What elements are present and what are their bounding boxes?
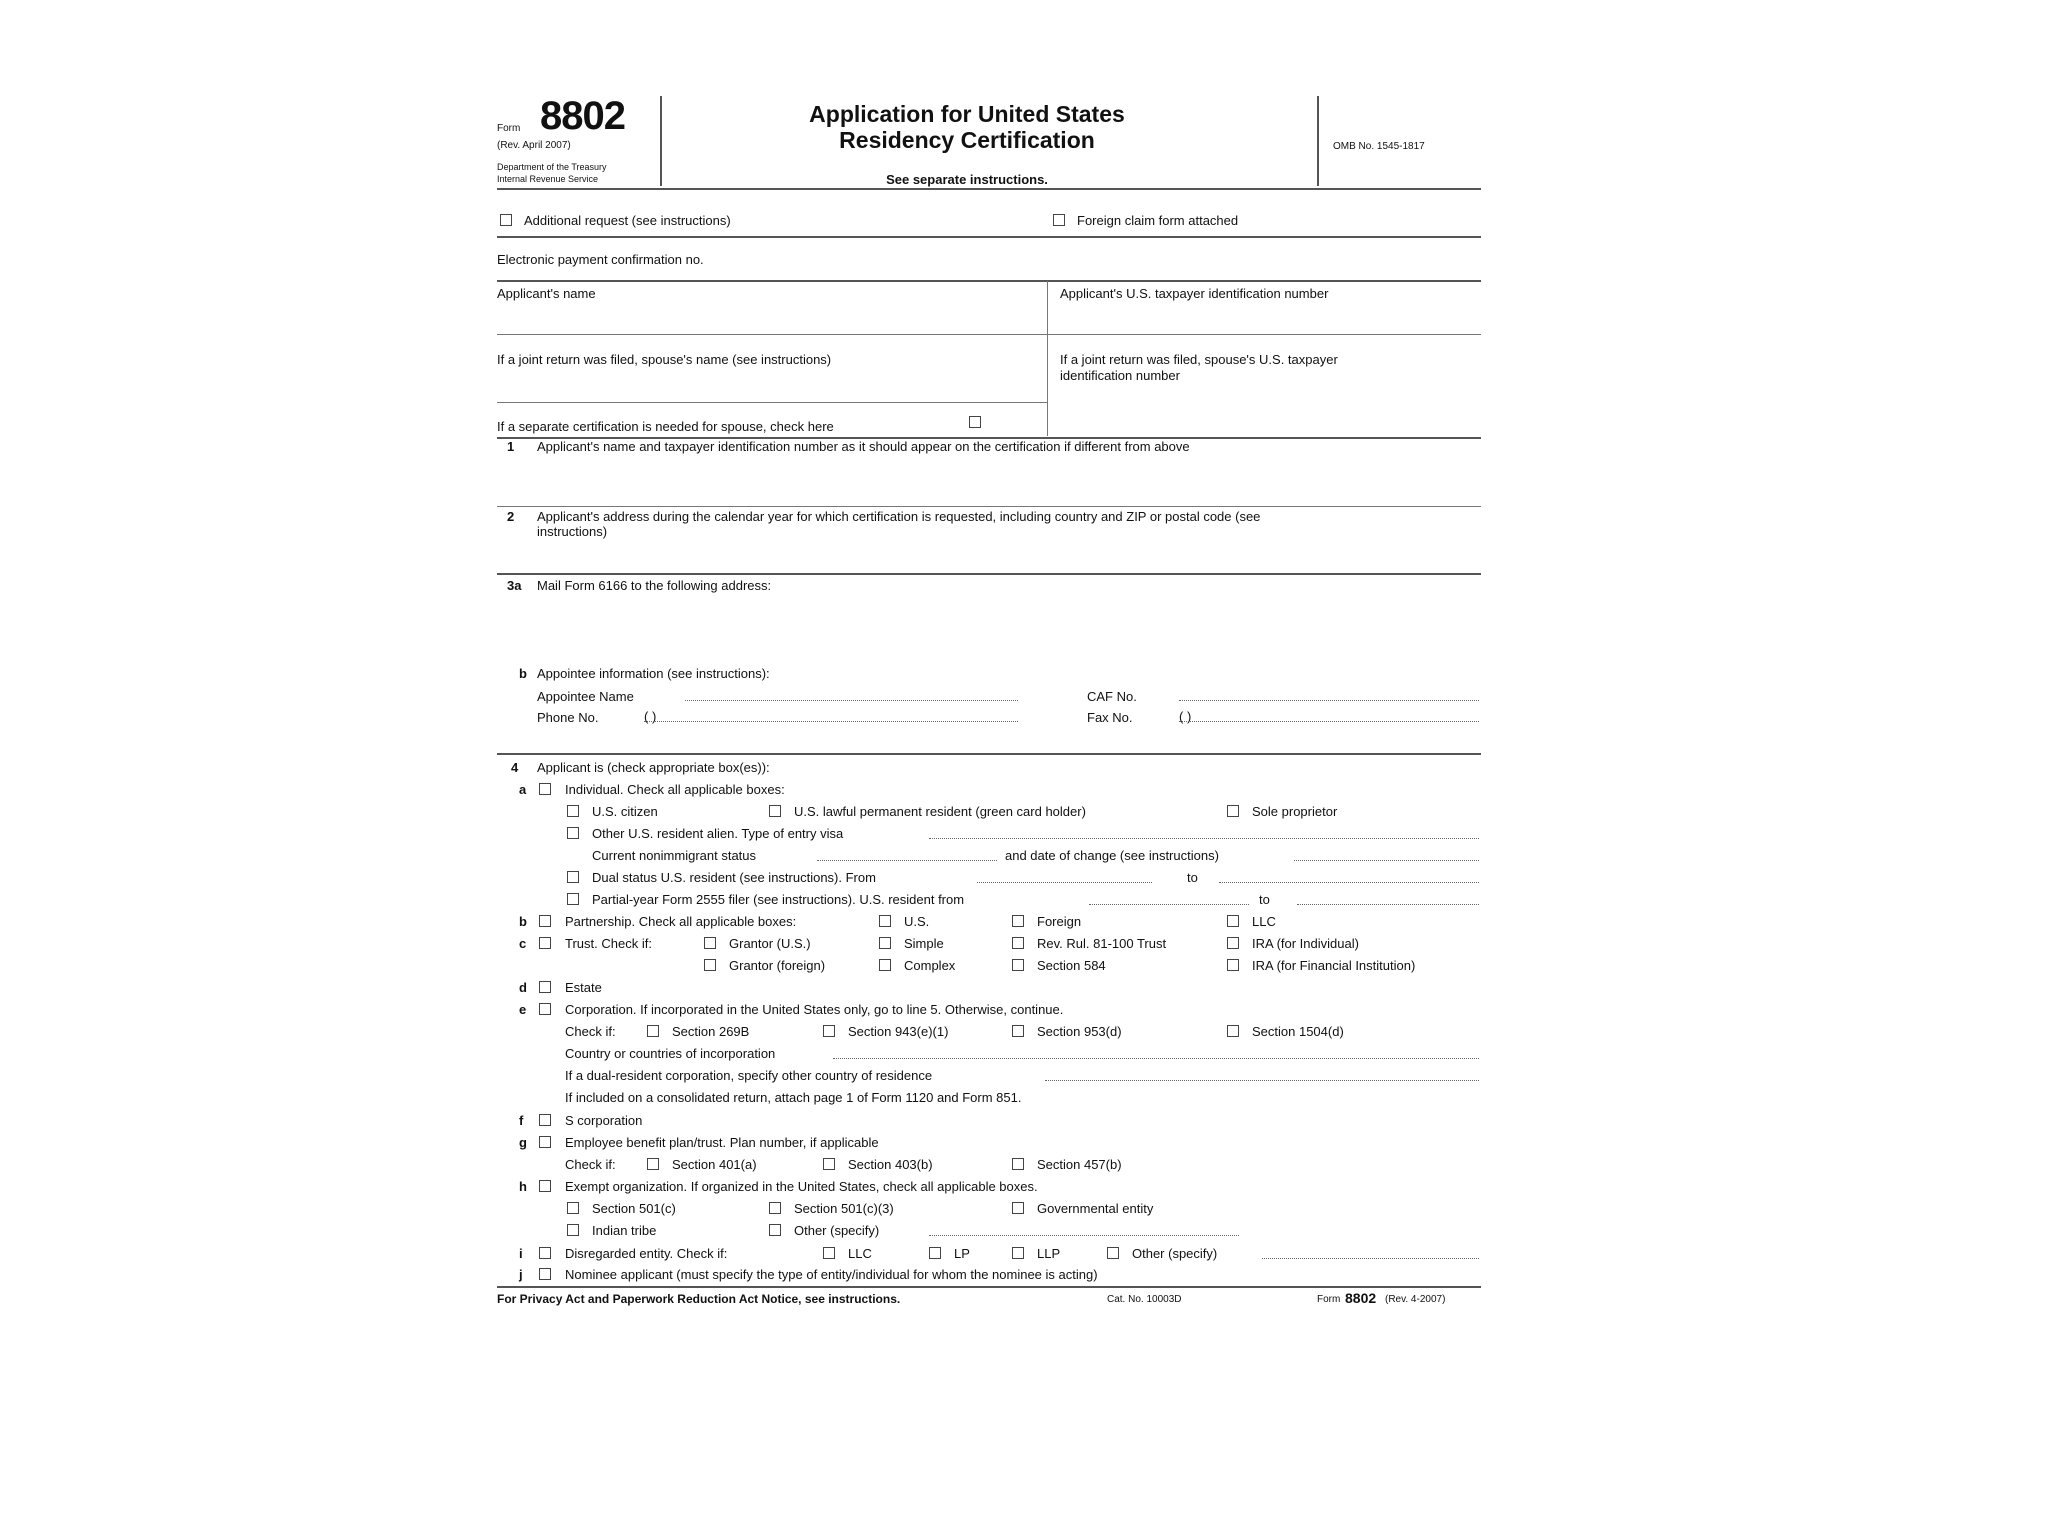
form-title-line1: Application for United States [809, 101, 1125, 127]
rule-before-footer [497, 1286, 1481, 1288]
section-584-checkbox[interactable] [1012, 959, 1024, 971]
section-403-checkbox[interactable] [823, 1158, 835, 1170]
spouse-tin-label-2: identification number [1060, 368, 1180, 383]
rev-rul-trust-label: Rev. Rul. 81-100 Trust [1037, 936, 1167, 951]
dual-status-from-field[interactable] [977, 882, 1152, 883]
rev-rul-trust-checkbox[interactable] [1012, 937, 1024, 949]
appointee-name-field[interactable] [685, 700, 1018, 701]
header-rule [497, 188, 1481, 190]
line1-label: Applicant's name and taxpayer identification number as it should appear on the certification if different from above [537, 439, 1190, 454]
dual-status-to-label: to [1187, 870, 1198, 885]
partnership-us-label: U.S. [904, 914, 930, 929]
line2-number: 2 [507, 509, 515, 524]
section-501c3-checkbox[interactable] [769, 1202, 781, 1214]
phone-no-label: Phone No. [537, 710, 599, 725]
grantor-us-checkbox[interactable] [704, 937, 716, 949]
form-revision: (Rev. April 2007) [497, 140, 571, 151]
partnership-foreign-label: Foreign [1037, 914, 1082, 929]
rule-after-applicant [497, 334, 1047, 335]
line2-label-a: Applicant's address during the calendar year for which certification is requested, including country and ZIP or postal code (see [537, 509, 1261, 524]
grantor-us-label: Grantor (U.S.) [729, 936, 811, 951]
caf-no-field[interactable] [1179, 700, 1479, 701]
section-943-checkbox[interactable] [823, 1025, 835, 1037]
disregarded-other-checkbox[interactable] [1107, 1247, 1119, 1259]
us-lawful-resident-checkbox[interactable] [769, 805, 781, 817]
section-501c3-label: Section 501(c)(3) [794, 1201, 894, 1216]
phone-no-field[interactable] [644, 721, 1018, 722]
disregarded-llc-label: LLC [848, 1246, 872, 1261]
individual-label: Individual. Check all applicable boxes: [565, 782, 785, 797]
footer-form-number: 8802 [1345, 1290, 1377, 1306]
date-change-field[interactable] [1294, 860, 1479, 861]
line4g-letter: g [519, 1135, 527, 1150]
dual-resident-label: If a dual-resident corporation, specify other country of residence [565, 1068, 933, 1083]
disregarded-llp-label: LLP [1037, 1246, 1061, 1261]
disregarded-other-label: Other (specify) [1132, 1246, 1218, 1261]
partial-year-from-field[interactable] [1089, 904, 1249, 905]
name-tin-divider [1047, 281, 1048, 436]
line3a-number: 3a [507, 578, 522, 593]
partnership-label: Partnership. Check all applicable boxes: [565, 914, 797, 929]
current-status-label: Current nonimmigrant status [592, 848, 757, 863]
us-citizen-checkbox[interactable] [567, 805, 579, 817]
grantor-foreign-label: Grantor (foreign) [729, 958, 826, 973]
see-instructions: See separate instructions. [886, 172, 1048, 187]
phone-area-code: ( ) [644, 709, 657, 724]
line4b-letter: b [519, 914, 527, 929]
partial-year-label: Partial-year Form 2555 filer (see instructions). U.S. resident from [592, 892, 965, 907]
section-457-label: Section 457(b) [1037, 1157, 1122, 1172]
ira-financial-checkbox[interactable] [1227, 959, 1239, 971]
footer-revision: (Rev. 4-2007) [1385, 1294, 1446, 1305]
partnership-us-checkbox[interactable] [879, 915, 891, 927]
section-501c-checkbox[interactable] [567, 1202, 579, 1214]
dual-status-to-field[interactable] [1219, 882, 1479, 883]
section-403-label: Section 403(b) [848, 1157, 933, 1172]
line4h-letter: h [519, 1179, 527, 1194]
fax-no-field[interactable] [1179, 721, 1479, 722]
section-1504-checkbox[interactable] [1227, 1025, 1239, 1037]
partial-year-to-label: to [1259, 892, 1270, 907]
separate-cert-label: If a separate certification is needed for spouse, check here [497, 419, 834, 434]
disregarded-llc-checkbox[interactable] [823, 1247, 835, 1259]
disregarded-llp-checkbox[interactable] [1012, 1247, 1024, 1259]
s-corporation-label: S corporation [565, 1113, 643, 1128]
fax-no-label: Fax No. [1087, 710, 1133, 725]
section-269b-label: Section 269B [672, 1024, 750, 1039]
corporation-label: Corporation. If incorporated in the United States only, go to line 5. Otherwise, continue. [565, 1002, 1064, 1017]
footer-form-word: Form [1317, 1294, 1341, 1305]
line4j-letter: j [519, 1267, 523, 1282]
line3a-label: Mail Form 6166 to the following address: [537, 578, 772, 593]
irs-name: Internal Revenue Service [497, 174, 599, 184]
fax-area-code: ( ) [1179, 709, 1192, 724]
partial-year-to-field[interactable] [1297, 904, 1479, 905]
form-word: Form [497, 123, 521, 134]
simple-trust-label: Simple [904, 936, 944, 951]
line2-label-b: instructions) [537, 524, 608, 539]
ira-individual-checkbox[interactable] [1227, 937, 1239, 949]
sole-proprietor-checkbox[interactable] [1227, 805, 1239, 817]
exempt-other-field[interactable] [929, 1235, 1239, 1236]
nominee-label: Nominee applicant (must specify the type of entity/individual for whom the nominee is acting) [565, 1267, 1098, 1282]
omb-number: OMB No. 1545-1817 [1333, 141, 1425, 152]
caf-no-label: CAF No. [1087, 689, 1137, 704]
corporation-check-if: Check if: [565, 1024, 616, 1039]
partial-year-checkbox[interactable] [567, 893, 579, 905]
country-incorp-field[interactable] [833, 1058, 1479, 1059]
disregarded-entity-checkbox[interactable] [539, 1247, 551, 1259]
disregarded-entity-label: Disregarded entity. Check if: [565, 1246, 728, 1261]
header-divider-right [1317, 96, 1319, 186]
date-change-label: and date of change (see instructions) [1005, 848, 1219, 863]
nominee-checkbox[interactable] [539, 1268, 551, 1280]
dual-status-checkbox[interactable] [567, 871, 579, 883]
section-401-label: Section 401(a) [672, 1157, 757, 1172]
section-401-checkbox[interactable] [647, 1158, 659, 1170]
rule-before-line4 [497, 753, 1481, 755]
indian-tribe-label: Indian tribe [592, 1223, 657, 1238]
form-8802-page [497, 93, 1481, 1323]
line1-number: 1 [507, 439, 515, 454]
country-incorp-label: Country or countries of incorporation [565, 1046, 776, 1061]
corporation-checkbox[interactable] [539, 1003, 551, 1015]
governmental-entity-label: Governmental entity [1037, 1201, 1154, 1216]
line4c-letter: c [519, 936, 527, 951]
line4a-letter: a [519, 782, 527, 797]
complex-trust-label: Complex [904, 958, 956, 973]
separate-cert-checkbox[interactable] [969, 416, 981, 428]
ira-financial-label: IRA (for Financial Institution) [1252, 958, 1416, 973]
disregarded-other-field[interactable] [1262, 1258, 1479, 1259]
line3b-number: b [519, 666, 527, 681]
partnership-llc-checkbox[interactable] [1227, 915, 1239, 927]
governmental-entity-checkbox[interactable] [1012, 1202, 1024, 1214]
entry-visa-field[interactable] [929, 838, 1479, 839]
spouse-tin-label-1: If a joint return was filed, spouse's U.S. taxpayer [1060, 352, 1338, 367]
section-953-checkbox[interactable] [1012, 1025, 1024, 1037]
additional-request-checkbox[interactable] [500, 214, 512, 226]
catalog-number: Cat. No. 10003D [1107, 1294, 1182, 1305]
ira-individual-label: IRA (for Individual) [1252, 936, 1359, 951]
rule-after-line1 [497, 506, 1481, 507]
rule-after-tin [1047, 334, 1481, 335]
exempt-other-checkbox[interactable] [769, 1224, 781, 1236]
line3b-label: Appointee information (see instructions): [537, 666, 770, 681]
section-501c-label: Section 501(c) [592, 1201, 676, 1216]
other-alien-checkbox[interactable] [567, 827, 579, 839]
section-953-label: Section 953(d) [1037, 1024, 1122, 1039]
line4-title: Applicant is (check appropriate box(es)): [537, 760, 770, 775]
rule-after-payment [497, 280, 1481, 282]
form-number: 8802 [540, 94, 625, 138]
partnership-foreign-checkbox[interactable] [1012, 915, 1024, 927]
grantor-foreign-checkbox[interactable] [704, 959, 716, 971]
benefit-check-if: Check if: [565, 1157, 616, 1172]
s-corporation-checkbox[interactable] [539, 1114, 551, 1126]
us-citizen-label: U.S. citizen [592, 804, 658, 819]
exempt-org-label: Exempt organization. If organized in the United States, check all applicable boxes. [565, 1179, 1038, 1194]
additional-request-label: Additional request (see instructions) [524, 213, 731, 228]
line4-number: 4 [511, 760, 519, 775]
line4f-letter: f [519, 1113, 524, 1128]
estate-checkbox[interactable] [539, 981, 551, 993]
partnership-llc-label: LLC [1252, 914, 1276, 929]
section-1504-label: Section 1504(d) [1252, 1024, 1344, 1039]
privacy-notice: For Privacy Act and Paperwork Reduction Act Notice, see instructions. [497, 1292, 901, 1306]
exempt-org-checkbox[interactable] [539, 1180, 551, 1192]
rule-after-top-checks [497, 236, 1481, 238]
rule-after-line2 [497, 573, 1481, 575]
header-divider-left [660, 96, 662, 186]
employee-benefit-checkbox[interactable] [539, 1136, 551, 1148]
treasury-department: Department of the Treasury [497, 162, 607, 172]
exempt-other-label: Other (specify) [794, 1223, 880, 1238]
partnership-checkbox[interactable] [539, 915, 551, 927]
disregarded-lp-checkbox[interactable] [929, 1247, 941, 1259]
rule-after-spouse [497, 402, 1047, 403]
foreign-claim-checkbox[interactable] [1053, 214, 1065, 226]
applicant-name-label: Applicant's name [497, 286, 596, 301]
trust-checkbox[interactable] [539, 937, 551, 949]
appointee-name-label: Appointee Name [537, 689, 634, 704]
section-943-label: Section 943(e)(1) [848, 1024, 949, 1039]
dual-resident-field[interactable] [1045, 1080, 1479, 1081]
individual-checkbox[interactable] [539, 783, 551, 795]
sole-proprietor-label: Sole proprietor [1252, 804, 1338, 819]
disregarded-lp-label: LP [954, 1246, 970, 1261]
form-title-line2: Residency Certification [839, 127, 1095, 153]
electronic-payment-label: Electronic payment confirmation no. [497, 252, 704, 267]
line4i-letter: i [519, 1246, 523, 1261]
us-lawful-resident-label: U.S. lawful permanent resident (green card holder) [794, 804, 1086, 819]
current-status-field[interactable] [817, 860, 997, 861]
foreign-claim-label: Foreign claim form attached [1077, 213, 1239, 228]
spouse-name-label: If a joint return was filed, spouse's name (see instructions) [497, 352, 832, 367]
dual-status-label: Dual status U.S. resident (see instructions). From [592, 870, 876, 885]
applicant-tin-label: Applicant's U.S. taxpayer identification number [1060, 286, 1329, 301]
simple-trust-checkbox[interactable] [879, 937, 891, 949]
consolidated-note: If included on a consolidated return, attach page 1 of Form 1120 and Form 851. [565, 1090, 1022, 1105]
estate-label: Estate [565, 980, 602, 995]
section-457-checkbox[interactable] [1012, 1158, 1024, 1170]
other-alien-label: Other U.S. resident alien. Type of entry visa [592, 826, 844, 841]
line4d-letter: d [519, 980, 527, 995]
employee-benefit-label: Employee benefit plan/trust. Plan number, if applicable [565, 1135, 879, 1150]
line4e-letter: e [519, 1002, 527, 1017]
indian-tribe-checkbox[interactable] [567, 1224, 579, 1236]
complex-trust-checkbox[interactable] [879, 959, 891, 971]
section-269b-checkbox[interactable] [647, 1025, 659, 1037]
trust-label: Trust. Check if: [565, 936, 652, 951]
section-584-label: Section 584 [1037, 958, 1106, 973]
